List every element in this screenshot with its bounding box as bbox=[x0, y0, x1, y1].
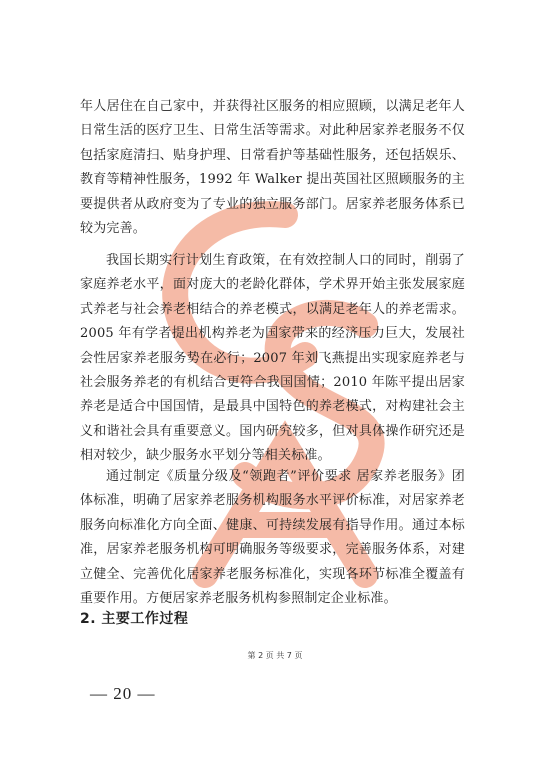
book-page-number: — 20 — bbox=[90, 684, 156, 703]
paragraph-3: 通过制定《质量分级及“领跑者”评价要求 居家养老服务》团体标准，明确了居家养老服务机构服务水平评价标准，对居家养老服务向标准化方向全面、健康、可持续发展有指导作用。通过本标准，居家养老服务机构可明确服务等级要求，完善服务体系，对建立健全、完善优化居家养老服务标准化，实现各环节标准全覆盖有重要作用。方便居家养老服务机构参照制定企业标准。 bbox=[80, 469, 465, 607]
section-heading: 2. 主要工作过程 bbox=[80, 611, 189, 627]
paragraph-2: 我国长期实行计划生育政策，在有效控制人口的同时，削弱了家庭养老水平，面对庞大的老龄化群体，学术界开始主张发展家庭式养老与社会养老相结合的养老模式，以满足老年人的养老需求。2005 年有学者提出机构养老为国家带来的经济压力巨大，发展社会性居家养老服务势在必行；2007 年刘飞燕提出实现家庭养老与社会服务养老的有机结合更符合我国国情；2010 年陈平提出居家养老是适合中国国情，是最具中国特色的养老模式，对构建社会主义和谐社会具有重要意义。国内研究较多，但对具体操作研究还是相对较少，缺少服务水平划分等相关标准。 bbox=[80, 253, 465, 464]
page-footer: 第 2 页 共 7 页 bbox=[247, 651, 303, 660]
paragraph-1: 年人居住在自己家中，并获得社区服务的相应照顾，以满足老年人日常生活的医疗卫生、日常生活等需求。对此种居家养老服务不仅包括家庭清扫、贴身护理、日常看护等基础性服务，还包括娱乐、教育等精神性服务，1992 年 Walker 提出英国社区照顾服务的主要提供者从政府变为了专业的独立服务部门。居家养老服务体系已较为完善。 bbox=[80, 99, 465, 237]
